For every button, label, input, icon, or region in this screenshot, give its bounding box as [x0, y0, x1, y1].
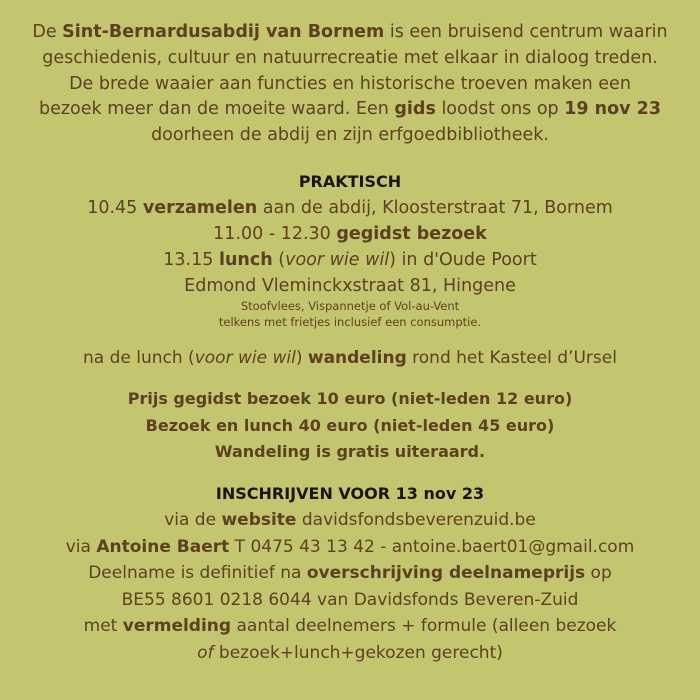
praktisch-schedule: [0, 195, 700, 330]
intro-line-4: bezoek meer dan de moeite waard. Een gids loodst ons op 19 nov 23: [38, 99, 662, 120]
inschrijven-heading: INSCHRIJVEN VOOR 13 nov 23: [215, 484, 485, 503]
lunch-menu-note: telkens met frietjes inclusief een consumptie.: [218, 314, 482, 329]
schedule-lunch: 13.15 lunch (voor wie wil) in d'Oude Poort: [163, 250, 537, 270]
payment-info: Deelname is definitief na overschrijving deelnameprijs op: [88, 563, 612, 583]
lunch-menu: Stoofvlees, Vispannetje of Vol-au-Vent: [240, 299, 460, 313]
prices: [0, 386, 700, 466]
register-website: via de website davidsfondsbeverenzuid.be: [164, 510, 536, 530]
payment-note: met vermelding aantal deelnemers + formule (alleen bezoek: [83, 616, 617, 636]
price-visit-lunch: Bezoek en lunch 40 euro (niet-leden 45 euro): [145, 415, 555, 435]
price-walk: Wandeling is gratis uiteraard.: [214, 442, 486, 461]
schedule-guided-visit: 11.00 - 12.30 gegidst bezoek: [213, 224, 487, 244]
register-contact: via Antoine Baert T 0475 43 13 42 - antoine.baert01@gmail.com: [65, 536, 635, 557]
payment-note-end: of bezoek+lunch+gekozen gerecht): [197, 642, 503, 663]
intro-line-5: doorheen de abdij en zijn erfgoedbibliotheek.: [151, 125, 549, 146]
after-lunch-walk: na de lunch (voor wie wil) wandeling rond het Kasteel d’Ursel: [83, 348, 617, 368]
schedule-gathering: 10.45 verzamelen aan de abdij, Kloosterstraat 71, Bornem: [87, 198, 613, 218]
intro-line-2: geschiedenis, cultuur en natuurrecreatie met elkaar in dialoog treden.: [42, 47, 658, 68]
lunch-address: Edmond Vleminckxstraat 81, Hingene: [184, 276, 516, 296]
price-guided-visit: Prijs gegidst bezoek 10 euro (niet-leden 12 euro): [127, 389, 573, 408]
praktisch-heading: PRAKTISCH: [298, 172, 402, 191]
bank-account: BE55 8601 0218 6044 van Davidsfonds Beveren-Zuid: [121, 589, 579, 610]
intro-paragraph: [0, 20, 700, 149]
intro-line-3: De brede waaier aan functies en historische troeven maken een: [69, 73, 631, 94]
intro-line-1: De Sint-Bernardusabdij van Bornem is een bruisend centrum waarin: [32, 22, 668, 42]
inschrijven-details: [0, 507, 700, 666]
